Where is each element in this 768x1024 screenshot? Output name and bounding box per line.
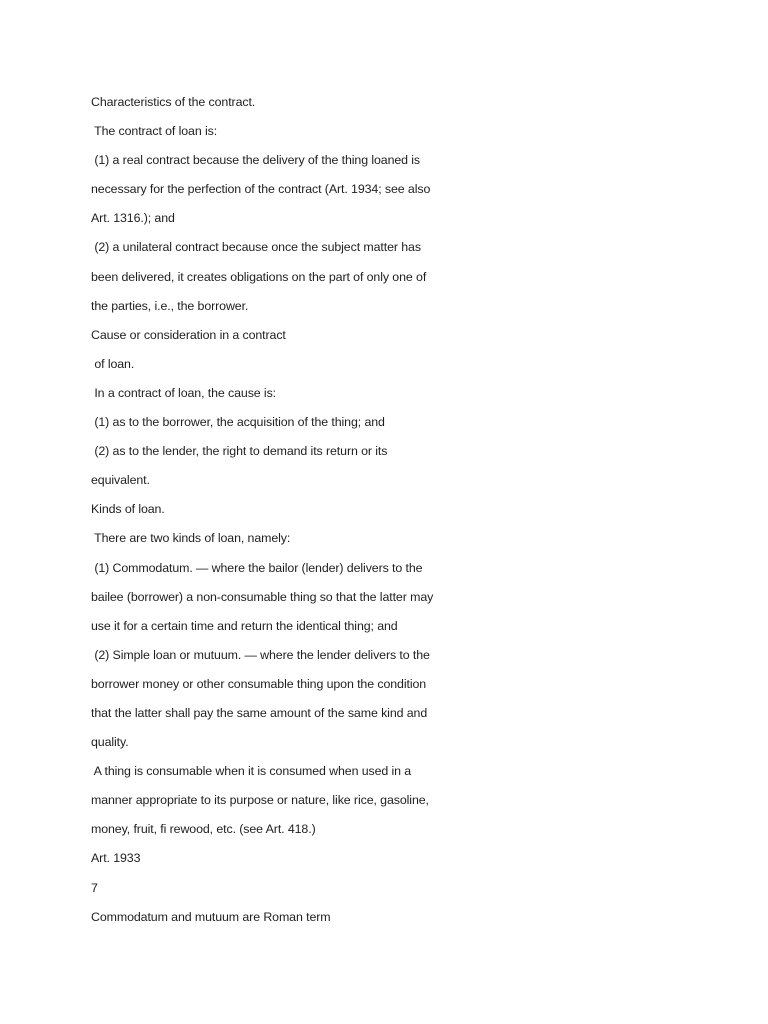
text-line: (1) Commodatum. — where the bailor (lender) delivers to the	[91, 560, 423, 575]
text-line: necessary for the perfection of the contract (Art. 1934; see also	[91, 182, 431, 197]
text-line: (2) as to the lender, the right to demand its return or its	[91, 444, 388, 459]
text-line: (1) as to the borrower, the acquisition of the thing; and	[91, 415, 385, 430]
document-body	[91, 88, 711, 932]
text-line: money, fruit, fi rewood, etc. (see Art. 418.)	[91, 822, 316, 837]
text-line: The contract of loan is:	[91, 124, 218, 139]
text-line: borrower money or other consumable thing upon the condition	[91, 676, 427, 691]
section-heading-cause: Cause or consideration in a contract	[91, 327, 286, 342]
text-line: (2) Simple loan or mutuum. — where the lender delivers to the	[91, 647, 430, 662]
text-line: Commodatum and mutuum are Roman term	[91, 909, 331, 924]
text-line: use it for a certain time and return the identical thing; and	[91, 618, 398, 633]
text-line: quality.	[91, 735, 129, 750]
page-number: 7	[91, 880, 98, 895]
article-reference: Art. 1933	[91, 851, 141, 866]
text-line: In a contract of loan, the cause is:	[91, 385, 277, 400]
text-line: There are two kinds of loan, namely:	[91, 531, 291, 546]
section-heading-characteristics: Characteristics of the contract.	[91, 95, 256, 109]
text-line: manner appropriate to its purpose or nature, like rice, gasoline,	[91, 793, 429, 808]
text-line: been delivered, it creates obligations on the part of only one of	[91, 269, 427, 284]
text-line: (1) a real contract because the delivery of the thing loaned is	[91, 153, 421, 168]
section-heading-kinds: Kinds of loan.	[91, 502, 165, 517]
text-line: Art. 1316.); and	[91, 211, 175, 226]
text-line: of loan.	[91, 356, 135, 371]
text-line: A thing is consumable when it is consumed when used in a	[91, 764, 412, 779]
text-line: (2) a unilateral contract because once the subject matter has	[91, 240, 421, 255]
text-line: the parties, i.e., the borrower.	[91, 298, 249, 313]
text-line: that the latter shall pay the same amount of the same kind and	[91, 705, 428, 720]
text-line: equivalent.	[91, 473, 150, 488]
text-line: bailee (borrower) a non-consumable thing so that the latter may	[91, 589, 434, 604]
